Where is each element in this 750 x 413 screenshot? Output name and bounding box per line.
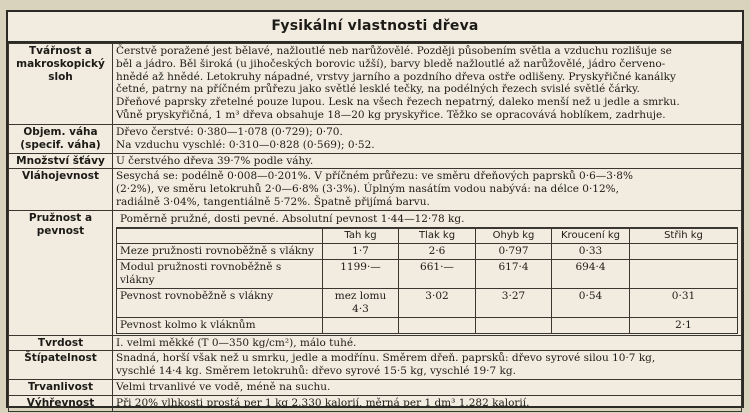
cell-tlak	[399, 317, 476, 333]
text-line: Snadná, horší však než u smrku, jedle a modřínu. Směrem dřeň. paprsků: dřevo syrové silou 10·7 kg,	[116, 352, 656, 365]
row-content	[113, 153, 742, 169]
cell-strih: 0·31	[630, 288, 738, 317]
properties-table	[8, 43, 742, 412]
text-line: Při 20% vlhkosti prostá per 1 kg 2.330 kalorií, měrná per 1 dm³ 1.282 kalorií.	[116, 396, 530, 409]
text-line: Čerstvě poražené jest bělavé, nažloutlé neb narůžovělé. Později působením světla a vzduchu rozlišuje se	[116, 45, 672, 57]
row-weight	[9, 125, 742, 154]
row-elasticity	[9, 210, 742, 335]
text-line: hnědé až hnědé. Letokruhy nápadné, vrstvy jarního a pozdního dřeva ostře odlišeny. Pryskyřičné kanálky	[116, 70, 676, 83]
row-content	[113, 44, 742, 125]
cell-tah: mez lomu 4·3	[323, 288, 399, 317]
document-sheet	[6, 10, 744, 408]
row-appearance	[9, 44, 742, 125]
row-label: Množství šťávy	[9, 153, 113, 169]
cell-tah	[323, 317, 399, 333]
row-content	[113, 395, 742, 411]
header-krouceni: Kroucení kg	[552, 228, 630, 244]
row-label: Vláhojevnost	[9, 169, 113, 210]
strength-header-row	[117, 228, 738, 244]
text-line: (2·2%), ve směru letokruhů 2·0—6·8% (3·3%). Úplným nasátím vodou nabývá: na délce 0·12%,	[116, 183, 619, 196]
text-line: Na vzduchu vyschlé: 0·310—0·828 (0·569); 0·52.	[116, 138, 375, 151]
row-label: Štípatelnost	[9, 351, 113, 380]
row-content	[113, 351, 742, 380]
cell-tlak: 2·6	[399, 244, 476, 260]
text-line: četné, patrny na příčném průřezu jako světlé lesklé tečky, na podélných řezech svislé světlé čárky.	[116, 83, 640, 96]
row-content	[113, 335, 742, 351]
text-line: Velmi trvanlivé ve vodě, méně na suchu.	[116, 380, 331, 393]
row-label: Tvrdost	[9, 335, 113, 351]
row-label: Objem. váha (specif. váha)	[9, 125, 113, 154]
row-hardness	[9, 335, 742, 351]
page-title: Fysikální vlastnosti dřeva	[8, 12, 742, 43]
header-empty	[117, 228, 323, 244]
row-heat	[9, 395, 742, 411]
text-line: Dřevo čerstvé: 0·380—1·078 (0·729); 0·70.	[116, 126, 343, 138]
text-line: I. velmi měkké (T 0—350 kg/cm²), málo tuhé.	[116, 336, 357, 349]
strength-row-label: Pevnost rovnoběžně s vlákny	[117, 288, 323, 317]
row-label: Trvanlivost	[9, 379, 113, 395]
strength-table	[116, 228, 738, 334]
row-splitting	[9, 351, 742, 380]
text-line: vyschlé 14·4 kg. Směrem letokruhů: dřevo syrové 15·5 kg, vyschlé 19·7 kg.	[116, 365, 516, 378]
row-water	[9, 153, 742, 169]
row-label: Výhřevnost	[9, 395, 113, 411]
cell-ohyb: 3·27	[476, 288, 552, 317]
cell-strih	[630, 244, 738, 260]
strength-row	[117, 260, 738, 289]
header-ohyb: Ohyb kg	[476, 228, 552, 244]
cell-krouceni	[552, 317, 630, 333]
text-line: Dřeňové paprsky zřetelné pouze lupou. Lesk na všech řezech nepatrný, daleko menší než u jedle a smrku.	[116, 96, 680, 109]
cell-ohyb	[476, 317, 552, 333]
cell-tah: 1199·—	[323, 260, 399, 289]
text-line: běl a jádro. Běl široká (u jihočeských borovic užší), barvy bledě nažloutlé až narůžovělé, jádro červeno-	[116, 57, 666, 70]
cell-krouceni: 0·33	[552, 244, 630, 260]
strength-row	[117, 288, 738, 317]
text-line: Vůně pryskyřičná, 1 m³ dřeva obsahuje 18—20 kg pryskyřice. Těžko se opracovává hoblíkem, zadrhuje.	[116, 108, 666, 121]
strength-row-label: Meze pružnosti rovnoběžně s vlákny	[117, 244, 323, 260]
row-moisture	[9, 169, 742, 210]
cell-krouceni: 0·54	[552, 288, 630, 317]
row-label: Pružnost a pevnost	[9, 210, 113, 335]
elasticity-intro: Poměrně pružné, dosti pevné. Absolutní pevnost 1·44—12·78 kg.	[116, 212, 738, 228]
row-durability	[9, 379, 742, 395]
cell-tah: 1·7	[323, 244, 399, 260]
cell-ohyb: 617·4	[476, 260, 552, 289]
cell-krouceni: 694·4	[552, 260, 630, 289]
cell-ohyb: 0·797	[476, 244, 552, 260]
row-content	[113, 169, 742, 210]
strength-row	[117, 244, 738, 260]
row-content	[113, 125, 742, 154]
row-content	[113, 210, 742, 335]
strength-row-label: Modul pružnosti rovnoběžně s vlákny	[117, 260, 323, 289]
row-label: Tvářnost a makroskopický sloh	[9, 44, 113, 125]
header-tlak: Tlak kg	[399, 228, 476, 244]
header-tah: Tah kg	[323, 228, 399, 244]
cell-strih: 2·1	[630, 317, 738, 333]
strength-row-label: Pevnost kolmo k vláknům	[117, 317, 323, 333]
text-line: radiálně 3·04%, tangentiálně 5·72%. Špatně přijímá barvu.	[116, 195, 430, 208]
cell-tlak: 3·02	[399, 288, 476, 317]
strength-row	[117, 317, 738, 333]
row-content	[113, 379, 742, 395]
text-line: U čerstvého dřeva 39·7% podle váhy.	[116, 154, 314, 167]
header-strih: Střih kg	[630, 228, 738, 244]
cell-strih	[630, 260, 738, 289]
cell-tlak: 661·—	[399, 260, 476, 289]
text-line: Sesychá se: podélně 0·008—0·201%. V příčném průřezu: ve směru dřeňových paprsků 0·6—3·8%	[116, 170, 633, 183]
